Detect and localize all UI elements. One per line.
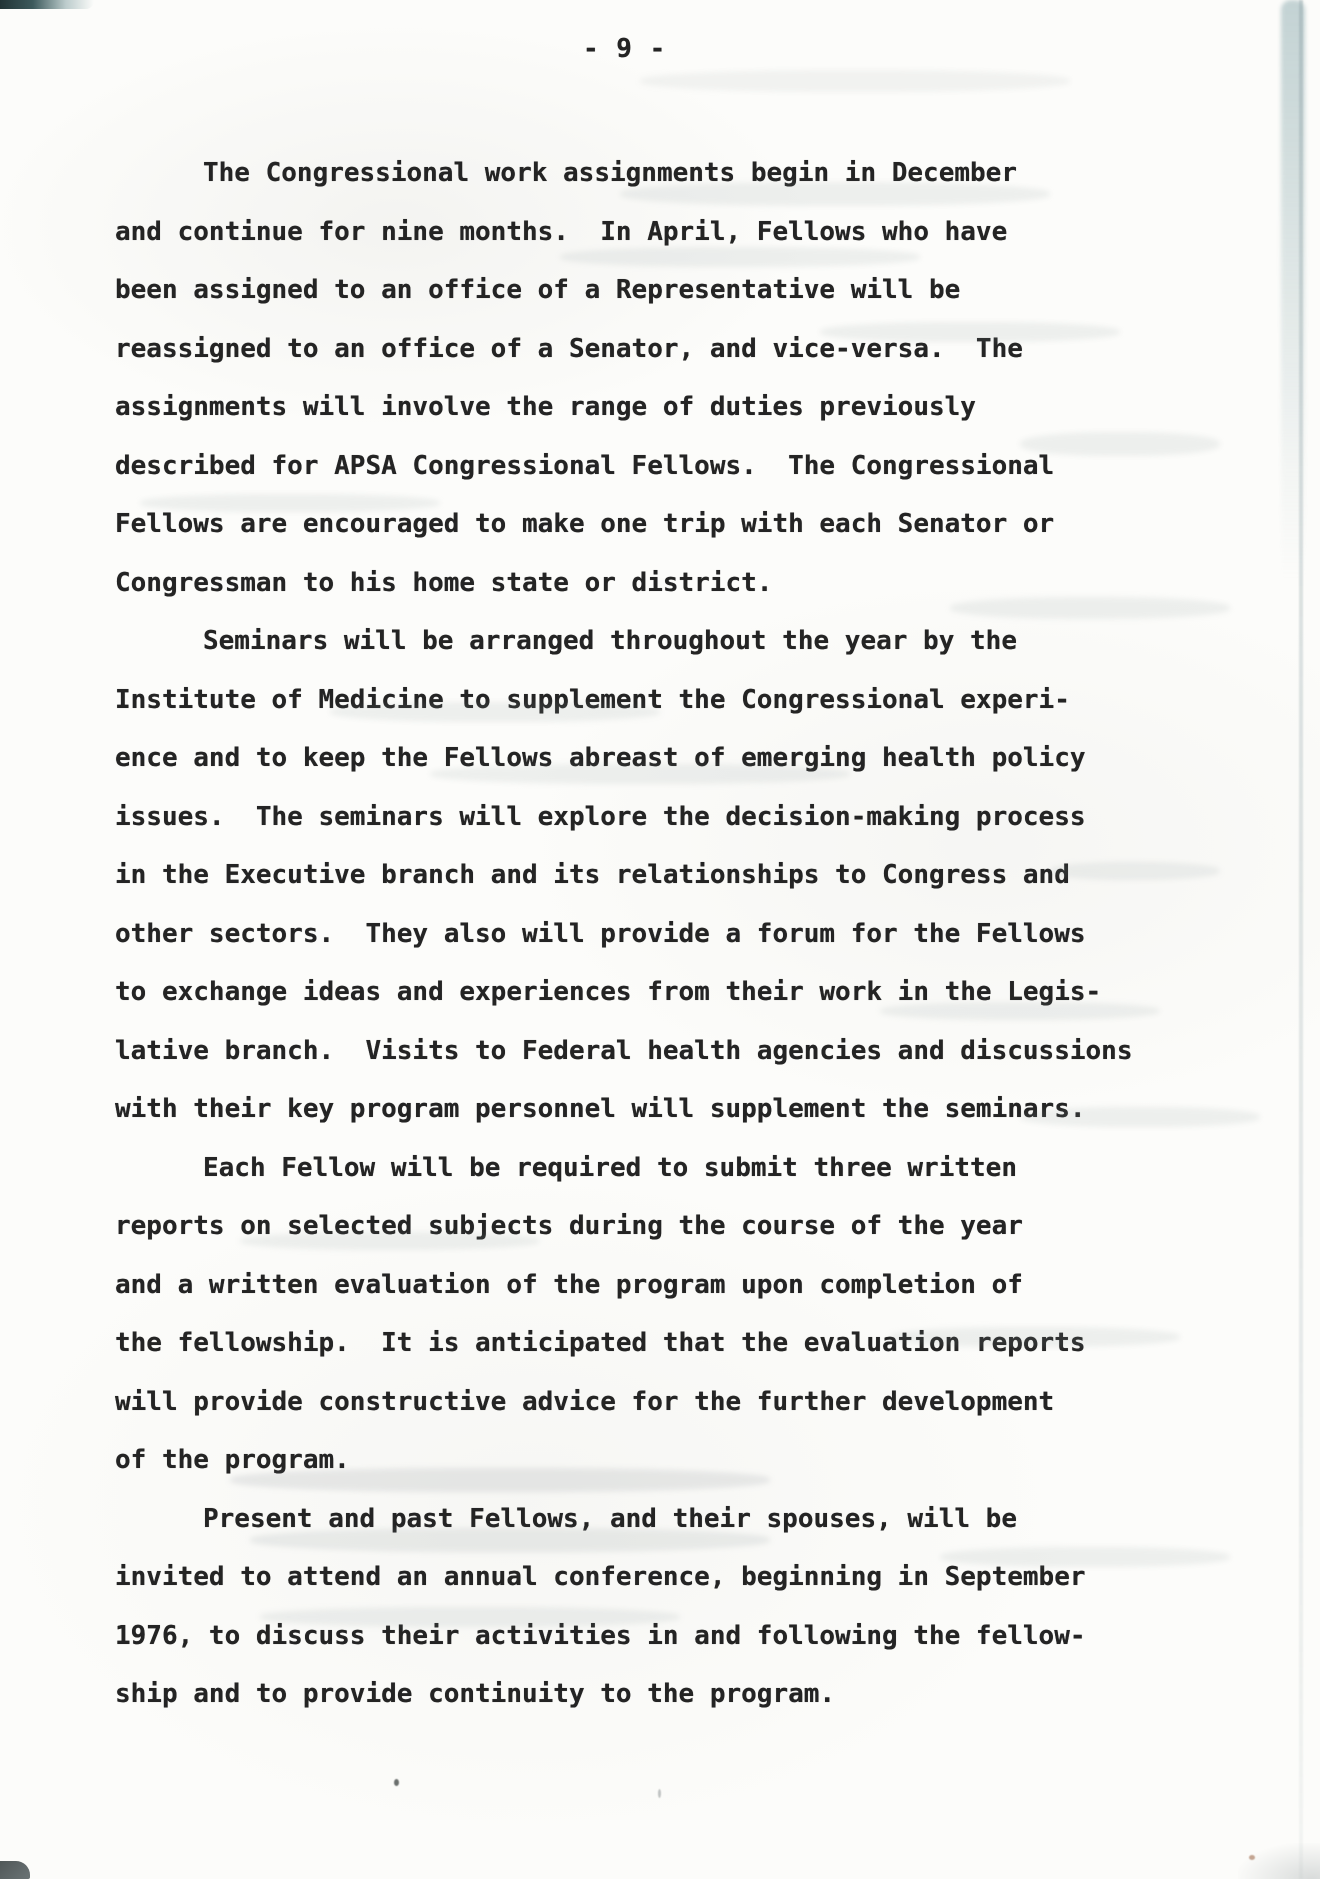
text-line-content: will provide constructive advice for the further development <box>115 1386 1055 1417</box>
text-line-content: described for APSA Congressional Fellows. The Congressional <box>115 450 1055 481</box>
text-line-content: with their key program personnel will supplement the seminars. <box>115 1094 1086 1124</box>
text-line-content: and a written evaluation of the program upon completion of <box>115 1269 1023 1300</box>
text-line-content: the fellowship. It is anticipated that the evaluation reports <box>115 1328 1086 1358</box>
text-line <box>115 671 1205 730</box>
text-line-content: Present and past Fellows, and their spouses, will be <box>203 1503 1017 1534</box>
scan-artifact-speck <box>658 1789 661 1798</box>
text-line-content: Each Fellow will be required to submit three written <box>203 1152 1017 1183</box>
scan-artifact-speck <box>394 1779 399 1786</box>
text-line-content: Institute of Medicine to supplement the Congressional experi- <box>115 684 1070 715</box>
text-line-content: Congressman to his home state or district. <box>115 567 773 598</box>
text-line <box>115 612 1205 671</box>
text-line-content: reports on selected subjects during the course of the year <box>115 1211 1023 1241</box>
text-line-content: ence and to keep the Fellows abreast of emerging health policy <box>115 743 1086 773</box>
text-line <box>115 1256 1205 1315</box>
text-line <box>115 1373 1205 1432</box>
scan-artifact-right-edge-band <box>1281 0 1305 580</box>
text-line <box>115 1139 1205 1198</box>
text-line-content: Seminars will be arranged throughout the year by the <box>203 626 1017 656</box>
scan-artifact-bottom-left-mark <box>0 1861 30 1879</box>
text-line-content: and continue for nine months. In April, Fellows who have <box>115 216 1008 247</box>
scan-artifact-right-edge-line <box>1299 0 1303 1879</box>
page-number: - 9 - <box>583 34 667 64</box>
text-line-content: been assigned to an office of a Representative will be <box>115 275 961 305</box>
text-line-content: issues. The seminars will explore the decision-making process <box>115 801 1086 832</box>
text-line <box>115 1665 1205 1724</box>
text-line-content: to exchange ideas and experiences from their work in the Legis- <box>115 977 1102 1007</box>
text-line-content: other sectors. They also will provide a forum for the Fellows <box>115 918 1086 949</box>
text-line-content: Fellows are encouraged to make one trip with each Senator or <box>115 509 1055 539</box>
text-line-content: assignments will involve the range of duties previously <box>115 392 976 422</box>
scan-artifact-bottom-right-shade <box>1238 1843 1320 1879</box>
scan-artifact-speck <box>1249 1855 1255 1860</box>
text-line <box>115 1080 1205 1139</box>
text-line <box>115 788 1205 847</box>
text-line-content: of the program. <box>115 1445 350 1475</box>
text-line-content: reassigned to an office of a Senator, and vice-versa. The <box>115 333 1023 364</box>
text-line-content: The Congressional work assignments begin in December <box>203 158 1017 188</box>
scan-artifact-top-left-streak <box>0 0 94 9</box>
text-line <box>115 905 1205 964</box>
text-line-content: invited to attend an annual conference, beginning in September <box>115 1562 1086 1592</box>
text-line-content: lative branch. Visits to Federal health agencies and discussions <box>115 1035 1133 1066</box>
text-line <box>115 378 1205 437</box>
text-line-content: 1976, to discuss their activities in and following the fellow- <box>115 1620 1086 1651</box>
text-line-content: in the Executive branch and its relationships to Congress and <box>115 860 1070 890</box>
text-line <box>115 846 1205 905</box>
text-line-content: ship and to provide continuity to the program. <box>115 1679 836 1709</box>
text-line <box>115 261 1205 320</box>
text-line <box>115 1022 1205 1081</box>
